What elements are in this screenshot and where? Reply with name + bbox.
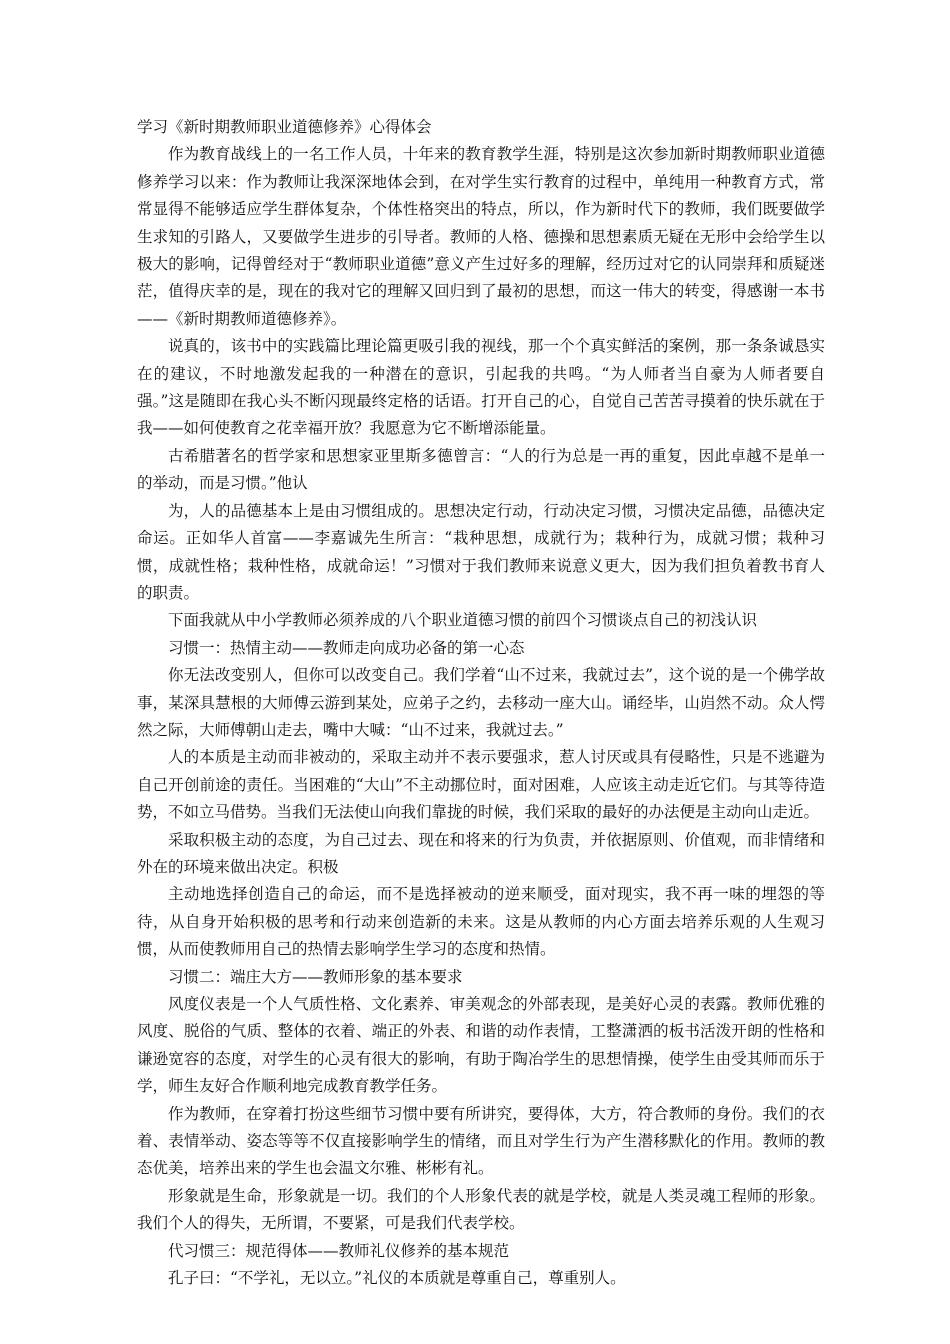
paragraph-attire: 作为教师，在穿着打扮这些细节习惯中要有所讲究，要得体，大方，符合教师的身份。我们的衣着、表情举动、姿态等等不仅直接影响学生的情绪，而且对学生行为产生潜移默化的作用。教师的教态优美，培养出来的学生也会温文尔雅、彬彬有礼。 [137,1104,825,1178]
paragraph-mountain-story: 你无法改变别人，但你可以改变自己。我们学着“山不过来，我就过去”，这个说的是一个佛学故事，某深具慧根的大师傅云游到某处，应弟子之约，去移动一座大山。诵经毕，山岿然不动。众人愕然之际，大师傅朝山走去，嘴中大喊：“山不过来，我就过去。” [137,666,825,739]
paragraph-create-destiny: 主动地选择创造自己的命运，而不是选择被动的逆来顺受，面对现实，我不再一味的埋怨的等待，从自身开始积极的思考和行动来创造新的未来。这是从教师的内心方面去培养乐观的人生观习惯，从而使教师用自己的热情去影响学生学习的态度和热情。 [137,885,825,959]
paragraph-habits-intro: 下面我就从中小学教师必须养成的八个职业道德习惯的前四个习惯谈点自己的初浅认识 [168,611,758,630]
paragraph-image: 形象就是生命，形象就是一切。我们的个人形象代表的就是学校，就是人类灵魂工程师的形象。我们个人的得失，无所谓，不要紧，可是我们代表学校。 [137,1186,825,1233]
heading-habit-three: 代习惯三：规范得体——教师礼仪修养的基本规范 [168,1241,510,1260]
document-title: 学习《新时期教师职业道德修养》心得体会 [137,118,432,136]
paragraph-book-reflection: 说真的，该书中的实践篇比理论篇更吸引我的视线，那一个个真实鲜活的案例，那一条条诚恳实在的建议，不时地激发起我的一种潜在的意识，引起我的共鸣。“为人师者当自豪为人师者要自强。”这是随即在我心头不断闪现最终定格的话语。打开自己的心，自觉自己苦苦寻摸着的快乐就在于我——如何使教育之花幸福开放？我愿意为它不断增添能量。 [137,337,825,438]
paragraph-proactive-attitude: 采取积极主动的态度，为自己过去、现在和将来的行为负责，并依据原则、价值观，而非情绪和外在的环境来做出决定。积极 [137,830,825,876]
document-page [137,114,825,1292]
heading-habit-two: 习惯二：端庄大方——教师形象的基本要求 [168,967,463,986]
heading-habit-one: 习惯一：热情主动——教师走向成功必备的第一心态 [168,638,525,657]
paragraph-proactive-nature: 人的本质是主动而非被动的，采取主动并不表示要强求，惹人讨厌或具有侵略性，只是不逃避为自己开创前途的责任。当困难的“大山”不主动挪位时，面对困难，人应该主动走近它们。与其等待造势，不如立马借势。当我们无法使山向我们靠拢的时候，我们采取的最好的办法便是主动向山走近。 [137,748,825,822]
paragraph-aristotle-quote: 古希腊著名的哲学家和思想家亚里斯多德曾言：“人的行为总是一再的重复，因此卓越不是单一的举动，而是习惯。”他认 [137,446,825,493]
paragraph-confucius-quote: 孔子曰：“不学礼，无以立。”礼仪的本质就是尊重自己，尊重别人。 [168,1269,626,1288]
paragraph-habit-character: 为，人的品德基本上是由习惯组成的。思想决定行动，行动决定习惯，习惯决定品德，品德决定命运。正如华人首富——李嘉诚先生所言：“栽种思想，成就行为；栽种行为，成就习惯；栽种习惯，成就性格；栽种性格，成就命运！”习惯对于我们教师来说意义更大，因为我们担负着教书育人的职责。 [137,501,825,602]
paragraph-demeanor: 风度仪表是一个人气质性格、文化素养、审美观念的外部表现，是美好心灵的表露。教师优雅的风度、脱俗的气质、整体的衣着、端正的外表、和谐的动作表情，工整潇洒的板书活泼开朗的性格和谦逊宽容的态度，对学生的心灵有很大的影响，有助于陶冶学生的思想情操，使学生由受其师而乐于学，师生友好合作顺利地完成教育教学任务。 [137,995,825,1096]
paragraph-intro: 作为教育战线上的一名工作人员，十年来的教育教学生涯，特别是这次参加新时期教师职业道德修养学习以来：作为教师让我深深地体会到，在对学生实行教育的过程中，单纯用一种教育方式，常常显得不能够适应学生群体复杂，个体性格突出的特点，所以，作为新时代下的教师，我们既要做学生求知的引路人，又要做学生进步的引导者。教师的人格、德操和思想素质无疑在无形中会给学生以极大的影响，记得曾经对于“教师职业道德”意义产生过好多的理解，经历过对它的认同崇拜和质疑迷茫，值得庆幸的是，现在的我对它的理解又回归到了最初的思想，而这一伟大的转变，得感谢一本书——《新时期教师道德修养》。 [137,145,825,328]
